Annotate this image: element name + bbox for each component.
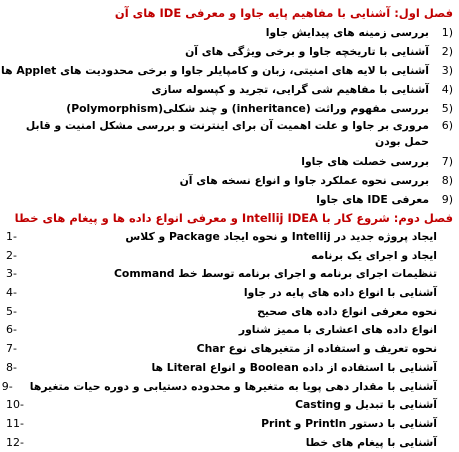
- chapter-2-title: [6, 209, 453, 228]
- item-number: 5-: [6, 304, 17, 318]
- chapter-1-item: [6, 152, 453, 171]
- chapter-2-item: [6, 396, 453, 415]
- chapter-2-item: [1, 378, 453, 397]
- item-number: 8-: [6, 360, 17, 374]
- chapter-2-item: [6, 340, 453, 359]
- item-number: 3): [441, 64, 453, 77]
- item-number: 2-: [6, 248, 17, 262]
- item-text: بررسی مفهوم وراثت (inheritance) و چند شکلی(Polymorphism): [66, 102, 429, 115]
- item-text: ایجاد و اجرای یک برنامه: [311, 248, 437, 262]
- item-text: بررسی خصلت های جاوا: [301, 155, 429, 168]
- chapter-2-item: [6, 434, 453, 452]
- item-number: 8): [441, 174, 453, 187]
- chapter-2-item: [6, 247, 453, 266]
- item-text: آشنایی با تاریخچه جاوا و برخی ویژگی های آن: [185, 45, 429, 58]
- chapter-1-item: [6, 99, 453, 118]
- chapter-1-title: [6, 4, 453, 23]
- item-number: 9-: [1, 379, 13, 393]
- item-number: 9): [441, 193, 453, 206]
- item-text: آشنایی با استفاده از داده Boolean و انواع Literal ها: [151, 360, 437, 374]
- item-number: 3-: [6, 267, 17, 281]
- chapter-1-item: [6, 42, 453, 61]
- item-number: 6): [441, 119, 453, 132]
- item-text: آشنایی با مقدار دهی پویا به متغیرها و محدوده دستیابی و دوره حیات متغیرها: [29, 379, 437, 393]
- item-number: 7-: [6, 342, 17, 356]
- item-text: آشنایی با دستور Println و Print: [261, 416, 437, 430]
- chapter-2-item: [6, 284, 453, 303]
- item-text: آشنایی با لایه های امنیتی، زبان و کامپایلر جاوا و برخی محدودیت های Applet ها: [1, 64, 429, 77]
- chapter-2-item: [6, 228, 453, 247]
- item-number: 12-: [6, 435, 24, 449]
- chapter-2-title-text: فصل دوم: شروع کار با Intellij IDEA و معرفی انواع داده ها و پیغام های خطا: [14, 211, 453, 225]
- item-number: 2): [441, 45, 453, 58]
- item-text: معرفی IDE های جاوا: [316, 193, 429, 206]
- item-number: 10-: [6, 398, 24, 412]
- item-text: مروری بر جاوا و علت اهمیت آن برای اینترنت و بررسی مشکل امنیت و قابل حمل بودن: [25, 119, 429, 148]
- item-number: 1): [441, 26, 453, 39]
- chapter-1-item: [6, 23, 453, 42]
- item-number: 6-: [6, 323, 17, 337]
- chapter-2-item: [6, 415, 453, 434]
- item-text: بررسی زمینه های پیدایش جاوا: [265, 26, 429, 39]
- chapter-2-list: [1, 228, 453, 452]
- chapter-2-item: [6, 321, 453, 340]
- item-text: ایجاد پروژه جدید در Intellij و نحوه ایجاد Package و کلاس: [125, 230, 437, 243]
- chapter-1-item: [6, 190, 453, 209]
- chapter-2-item: [6, 265, 453, 284]
- item-text: تنظیمات اجرای برنامه و اجرای برنامه توسط خط Command: [113, 267, 437, 281]
- chapter-1-item: [6, 171, 453, 190]
- item-number: 11-: [6, 416, 24, 430]
- chapter-1-item: [6, 80, 453, 99]
- chapter-1-item: [1, 61, 453, 80]
- item-text: آشنایی با تبدیل و Casting: [295, 398, 437, 412]
- item-number: 5): [441, 102, 453, 115]
- item-number: 7): [441, 155, 453, 168]
- item-text: آشنایی با مفاهیم شی گرایی، تجرید و کپسوله سازی: [151, 83, 429, 96]
- chapter-2-item: [6, 303, 453, 322]
- item-text: نحوه تعریف و استفاده از متغیرهای نوع Char: [196, 342, 437, 356]
- chapter-1-item: [6, 118, 453, 152]
- item-text: بررسی نحوه عملکرد جاوا و انواع نسخه های آن: [179, 174, 429, 187]
- item-text: انواع داده های اعشاری با ممیز شناور: [238, 323, 437, 337]
- chapter-2-item: [6, 359, 453, 378]
- item-number: 1-: [6, 230, 17, 243]
- item-number: 4): [441, 83, 453, 96]
- item-text: آشنایی با انواع داده های پایه در جاوا: [243, 286, 437, 300]
- item-number: 4-: [6, 286, 17, 300]
- item-text: نحوه معرفی انواع داده های صحیح: [257, 304, 437, 318]
- item-text: آشنایی با پیغام های خطا: [305, 435, 437, 449]
- chapter-1-list: [1, 23, 453, 209]
- chapter-1-title-text: فصل اول: آشنایی با مفاهیم پایه جاوا و معرفی IDE های آن: [114, 6, 453, 20]
